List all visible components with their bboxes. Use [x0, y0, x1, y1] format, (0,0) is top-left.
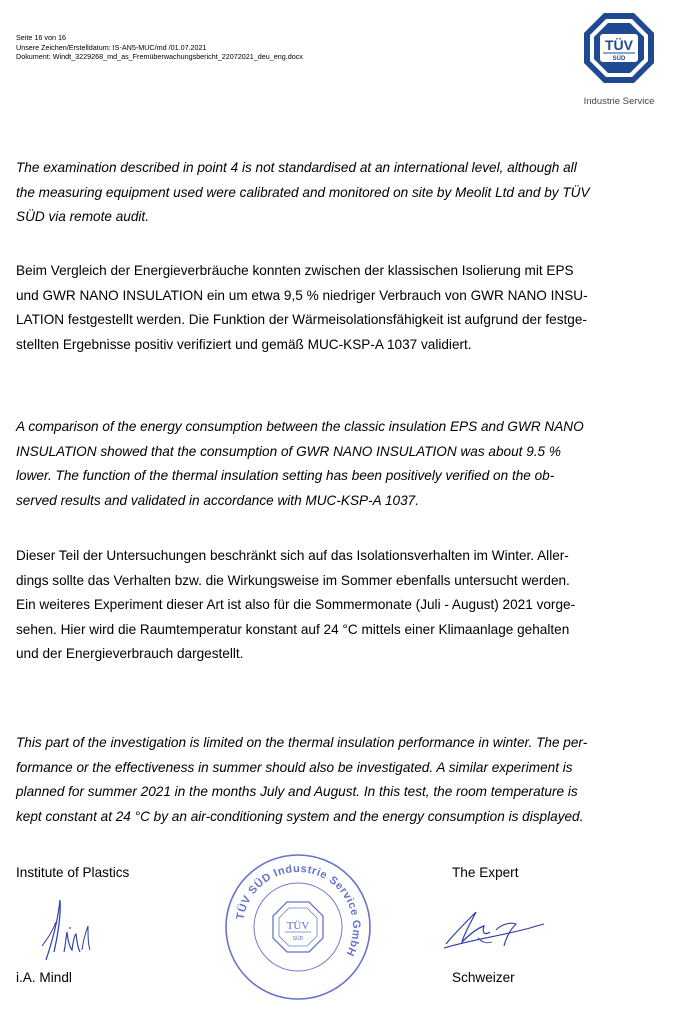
page-number: Seite 16 von 16: [16, 33, 66, 42]
left-signatory-name: i.A. Mindl: [16, 970, 72, 985]
text-line: und GWR NANO INSULATION ein um etwa 9,5 % niedriger Verbrauch von GWR NANO INSU-: [16, 287, 588, 303]
text-line: lower. The function of the thermal insulation setting has been positively verified on the ob-: [16, 468, 555, 484]
text-line: This part of the investigation is limited on the thermal insulation performance in winter. The per-: [16, 735, 588, 750]
stamp-center-top: TÜV: [286, 920, 310, 932]
tuv-sud-logo: [583, 12, 655, 84]
text-line: kept constant at 24 °C by an air-conditioning system and the energy consumption is displayed.: [16, 808, 584, 824]
text-line: sehen. Hier wird die Raumtemperatur konstant auf 24 °C mittels einer Klimaanlage gehalten: [16, 621, 570, 637]
svg-text:TÜV SÜD Industrie Service GmbH: [234, 863, 362, 958]
official-stamp: [223, 852, 373, 1002]
right-signatory-name: Schweizer: [452, 970, 515, 985]
stamp-ring-text: TÜV SÜD Industrie Service GmbH: [234, 862, 363, 959]
text-line: served results and validated in accordance with MUC-KSP-A 1037.: [16, 492, 419, 508]
signature-schweizer: [440, 900, 550, 960]
text-line: the measuring equipment used were calibrated and monitored on site by Meolit Ltd and by TÜV: [16, 184, 590, 200]
logo-text-bottom: SÜD: [612, 56, 626, 62]
paragraph-5-english: [16, 731, 641, 829]
text-line: formance or the effectiveness in summer should also be investigated. A similar experiment is: [16, 759, 573, 775]
right-role: The Expert: [452, 865, 519, 880]
text-line: SÜD via remote audit.: [16, 209, 149, 225]
text-line: Beim Vergleich der Energieverbräuche konnten zwischen der klassischen Isolierung mit EPS: [16, 263, 574, 278]
text-line: INSULATION showed that the consumption of GWR NANO INSULATION was about 9.5 %: [16, 443, 561, 459]
paragraph-2-german: [16, 259, 641, 357]
left-organization: Institute of Plastics: [16, 865, 130, 880]
paragraph-4-german: [16, 544, 641, 667]
text-line: und der Energieverbrauch dargestellt.: [16, 646, 244, 662]
text-line: The examination described in point 4 is not standardised at an international level, although all: [16, 160, 577, 175]
logo-caption: Industrie Service: [583, 96, 655, 107]
text-line: Ein weiteres Experiment dieser Art ist also für die Sommermonate (Juli - August) 2021 vorge-: [16, 597, 576, 613]
text-line: LATION festgestellt werden. Die Funktion der Wärmeisolationsfähigkeit ist aufgrund der festge-: [16, 312, 587, 328]
signature-mindl: [30, 892, 110, 964]
text-line: A comparison of the energy consumption between the classic insulation EPS and GWR NANO: [16, 419, 584, 434]
paragraph-3-english: [16, 415, 641, 513]
text-line: planned for summer 2021 in the months July and August. In this test, the room temperature is: [16, 784, 578, 800]
reference-and-date: Unsere Zeichen/Erstelldatum: IS-AN5-MUC/md /01.07.2021: [16, 42, 207, 52]
stamp-center-bottom: SÜD: [292, 936, 304, 942]
document-filename: Dokument: Windt_3229268_md_as_Fremüberwachungsbericht_22072021_deu_eng.docx: [16, 52, 303, 62]
document-header: [16, 33, 303, 62]
paragraph-1-english: [16, 156, 641, 230]
logo-text-top: TÜV: [605, 37, 633, 53]
text-line: Dieser Teil der Untersuchungen beschränkt sich auf das Isolationsverhalten im Winter. Aller-: [16, 548, 569, 563]
text-line: stellten Ergebnisse positiv verifiziert und gemäß MUC-KSP-A 1037 validiert.: [16, 336, 472, 352]
text-line: dings sollte das Verhalten bzw. die Wirkungsweise im Sommer ebenfalls untersucht werden.: [16, 572, 570, 588]
